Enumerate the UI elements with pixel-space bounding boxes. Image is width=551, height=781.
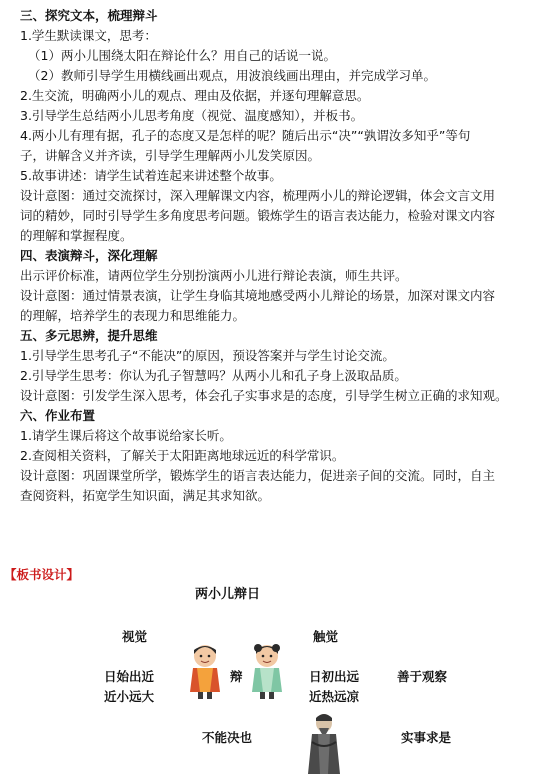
document-body xyxy=(20,6,546,506)
board-center-word: 辩 xyxy=(230,669,243,684)
board-left-claim-2: 近小远大 xyxy=(104,689,155,704)
heading-section-5: 五、多元思辨，提升思维 xyxy=(20,328,158,343)
text-line: 1.请学生课后将这个故事说给家长听。 xyxy=(20,428,232,443)
heading-section-3: 三、探究文本，梳理辩斗 xyxy=(20,8,158,23)
child-right-illustration-icon xyxy=(248,642,286,700)
board-right-trait: 善于观察 xyxy=(397,669,448,684)
child-left-illustration-icon xyxy=(186,642,224,700)
text-line: 2.生交流，明确两小儿的观点、理由及依据，并逐句理解意思。 xyxy=(20,88,370,103)
text-line: （1）两小儿围绕太阳在辩论什么？用自己的话说一说。 xyxy=(28,48,336,63)
design-intent-line: 设计意图：巩固课堂所学，锻炼学生的语言表达能力，促进亲子间的交流。同时，自主 xyxy=(20,468,496,483)
board-design-label: 【板书设计】 xyxy=(4,567,80,582)
text-line: 5.故事讲述：请学生试着连起来讲述整个故事。 xyxy=(20,168,282,183)
heading-section-6: 六、作业布置 xyxy=(20,408,96,423)
text-line: 2.查阅相关资料，了解关于太阳距离地球远近的科学常识。 xyxy=(20,448,345,463)
design-intent-line: 的理解和掌握程度。 xyxy=(20,228,133,243)
text-line: 4.两小儿有理有据，孔子的态度又是怎样的呢？随后出示“决”“孰谓汝多知乎”等句 xyxy=(20,128,471,143)
board-left-claim-1: 日始出近 xyxy=(104,669,155,684)
design-intent-line: 设计意图：通过情景表演，让学生身临其境地感受两小儿辩论的场景，加深对课文内容 xyxy=(20,288,496,303)
design-intent-line: 词的精妙，同时引导学生多角度思考问题。锻炼学生的语言表达能力，检验对课文内容 xyxy=(20,208,496,223)
board-right-claim-1: 日初出远 xyxy=(309,669,360,684)
design-intent-line: 的理解，培养学生的表现力和思维能力。 xyxy=(20,308,246,323)
text-line: 子，讲解含义并齐读，引导学生理解两小儿发笑原因。 xyxy=(20,148,321,163)
board-bottom-left: 不能决也 xyxy=(202,730,253,745)
text-line: 1.引导学生思考孔子“不能决”的原因，预设答案并与学生讨论交流。 xyxy=(20,348,395,363)
board-right-label: 触觉 xyxy=(313,629,339,644)
board-right-claim-2: 近热远凉 xyxy=(309,689,360,704)
text-line: 出示评价标准，请两位学生分别扮演两小儿进行辩论表演，师生共评。 xyxy=(20,268,408,283)
text-line: （2）教师引导学生用横线画出观点，用波浪线画出理由，并完成学习单。 xyxy=(28,68,436,83)
text-line: 2.引导学生思考：你认为孔子智慧吗？从两小儿和孔子身上汲取品质。 xyxy=(20,368,407,383)
design-intent-line: 查阅资料，拓宽学生知识面，满足其求知欲。 xyxy=(20,488,271,503)
text-line: 3.引导学生总结两小儿思考角度（视觉、温度感知），并板书。 xyxy=(20,108,364,123)
board-title: 两小儿辩日 xyxy=(195,587,261,602)
board-left-label: 视觉 xyxy=(122,629,148,644)
confucius-illustration-icon xyxy=(304,712,344,778)
text-line: 1.学生默读课文，思考： xyxy=(20,28,157,43)
design-intent-line: 设计意图：引发学生深入思考，体会孔子实事求是的态度，引导学生树立正确的求知观。 xyxy=(20,388,508,403)
board-bottom-right: 实事求是 xyxy=(401,730,452,745)
design-intent-line: 设计意图：通过交流探讨，深入理解课文内容，梳理两小儿的辩论逻辑，体会文言文用 xyxy=(20,188,496,203)
heading-section-4: 四、表演辩斗，深化理解 xyxy=(20,248,158,263)
